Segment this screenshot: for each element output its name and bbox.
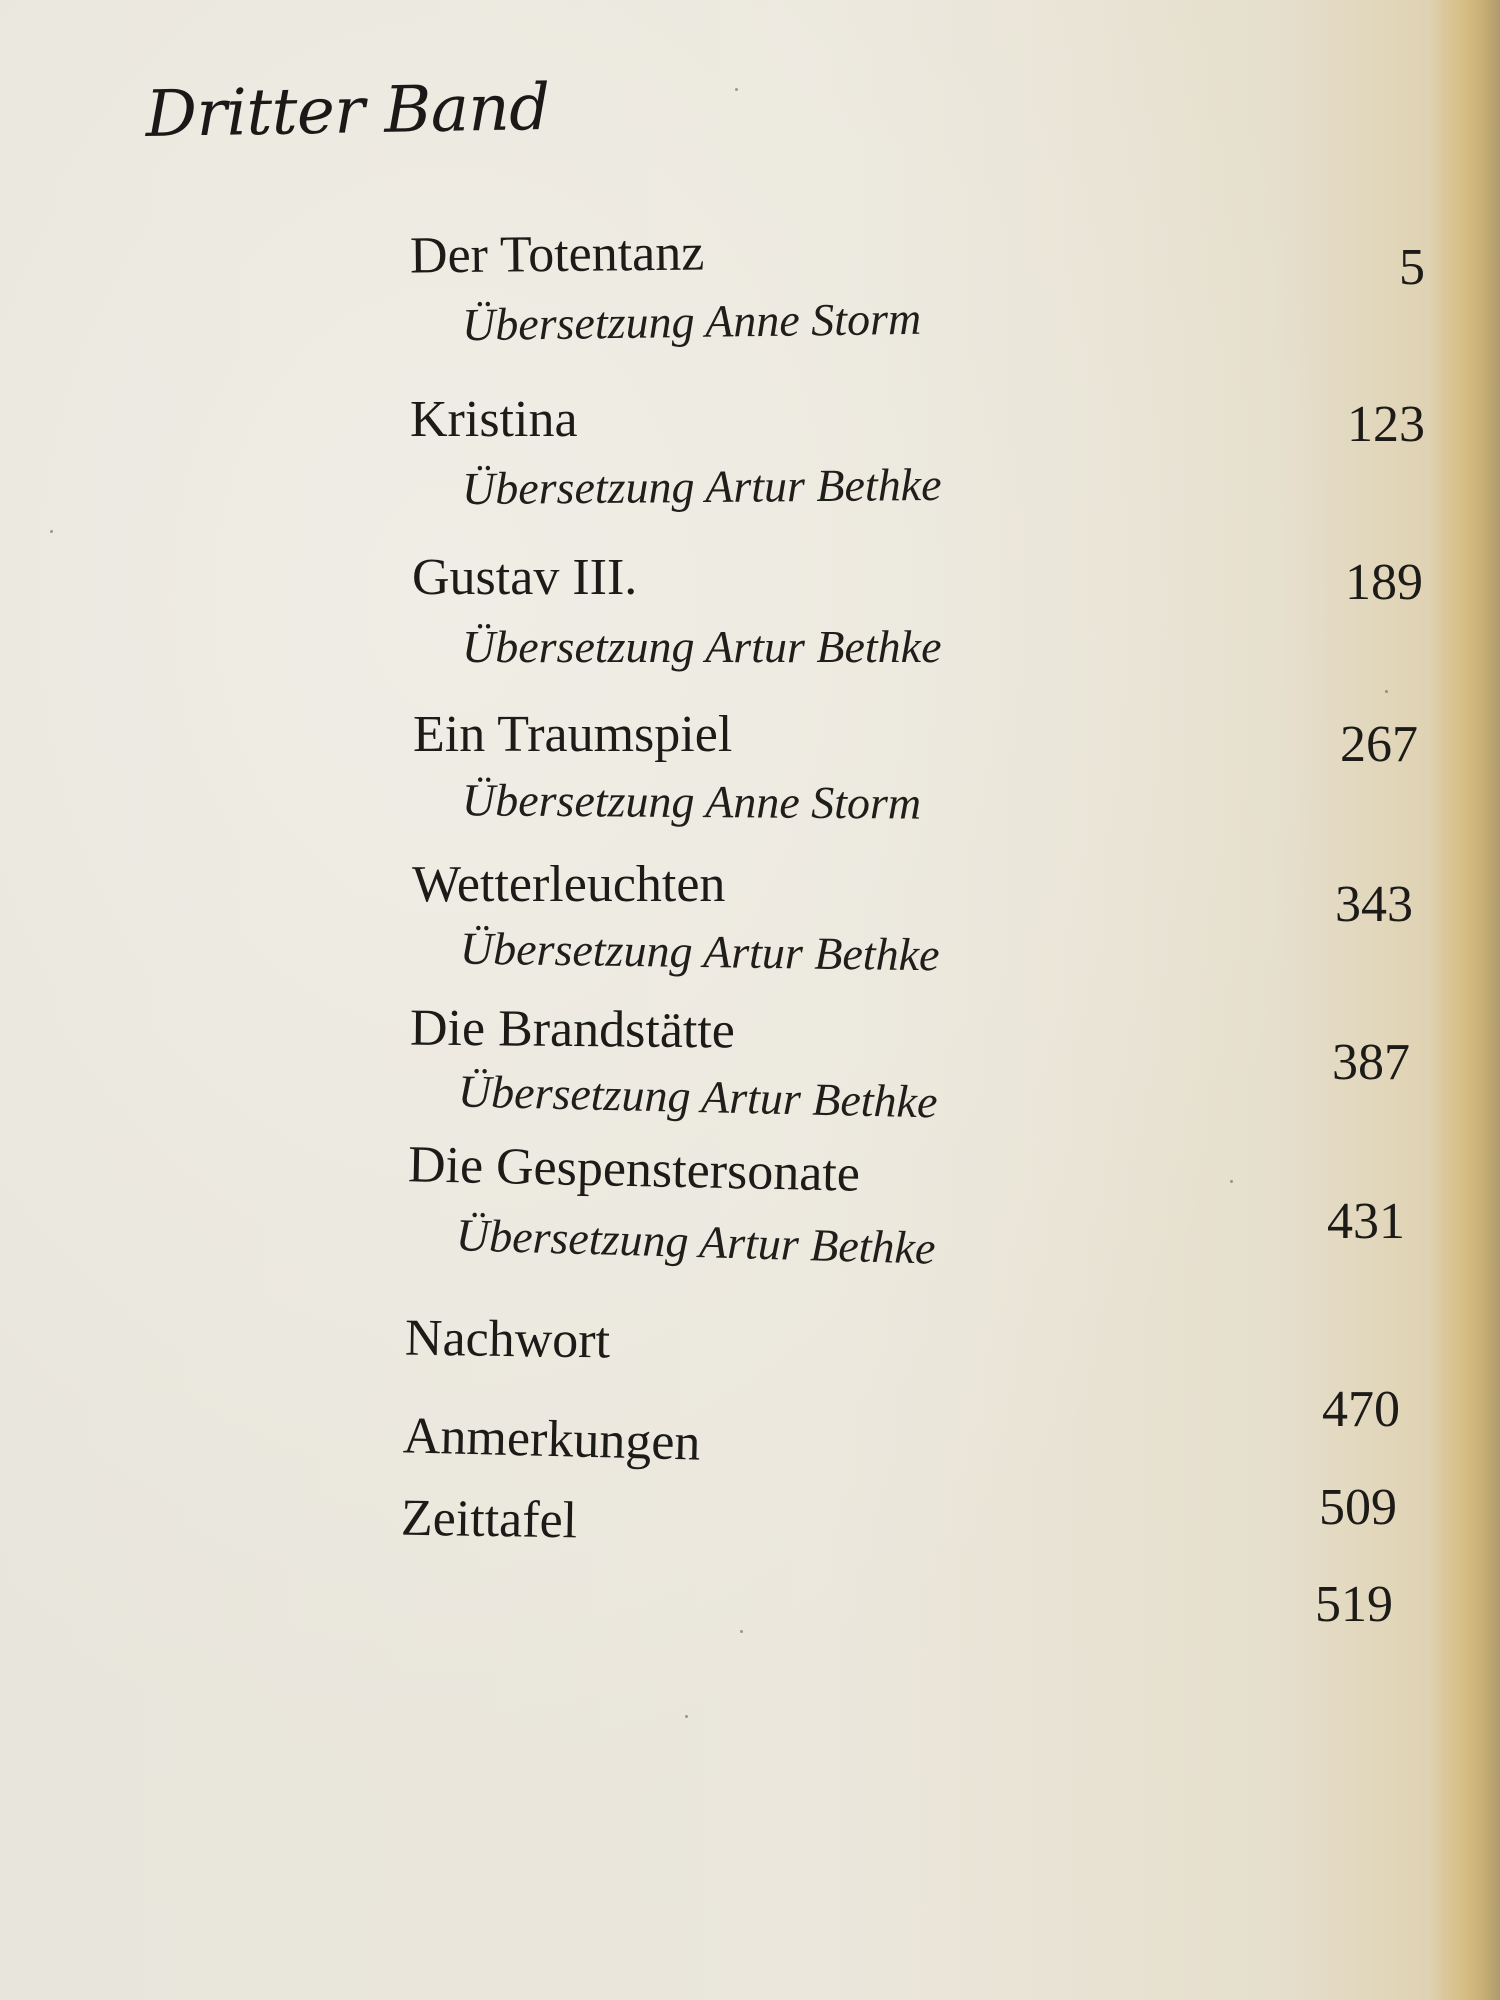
entry-title: Ein Traumspiel bbox=[413, 706, 733, 763]
back-matter-zeittafel: Zeittafel bbox=[400, 1489, 578, 1550]
page-number: 470 bbox=[1322, 1381, 1400, 1438]
entry-translator: Übersetzung Anne Storm bbox=[461, 774, 922, 829]
page-number: 123 bbox=[1347, 396, 1425, 453]
volume-heading: Dritter Band bbox=[145, 70, 551, 152]
page-spine-shadow bbox=[1430, 0, 1500, 2000]
page-number: 509 bbox=[1319, 1479, 1397, 1536]
entry-translator: Übersetzung Artur Bethke bbox=[457, 1065, 939, 1128]
page-number: 519 bbox=[1315, 1576, 1393, 1633]
entry-title: Die Gespenstersonate bbox=[407, 1136, 861, 1203]
entry-translator: Übersetzung Artur Bethke bbox=[459, 922, 940, 981]
entry-translator: Übersetzung Artur Bethke bbox=[455, 1209, 937, 1274]
entry-title: Kristina bbox=[410, 391, 578, 448]
entry-title: Wetterleuchten bbox=[412, 856, 726, 913]
paper-speck bbox=[685, 1715, 688, 1718]
back-matter-anmerkungen: Anmerkungen bbox=[402, 1407, 702, 1472]
paper-speck bbox=[1385, 690, 1388, 693]
paper-speck bbox=[50, 530, 53, 533]
paper-speck bbox=[735, 88, 738, 91]
paper-speck bbox=[740, 1630, 743, 1633]
page-number: 387 bbox=[1332, 1034, 1410, 1091]
paper-speck bbox=[1230, 1180, 1233, 1183]
entry-translator: Übersetzung Artur Bethke bbox=[462, 621, 942, 672]
page-number: 189 bbox=[1345, 554, 1423, 611]
page-number: 343 bbox=[1335, 876, 1413, 933]
entry-title: Die Brandstätte bbox=[409, 999, 736, 1060]
entry-title: Gustav III. bbox=[412, 549, 638, 606]
entry-translator: Übersetzung Anne Storm bbox=[461, 292, 922, 351]
back-matter-nachwort: Nachwort bbox=[404, 1309, 611, 1370]
page-number: 5 bbox=[1399, 239, 1425, 296]
entry-title: Der Totentanz bbox=[409, 224, 705, 285]
page-number: 267 bbox=[1340, 716, 1418, 773]
page-number: 431 bbox=[1327, 1193, 1405, 1250]
entry-translator: Übersetzung Artur Bethke bbox=[461, 458, 942, 515]
